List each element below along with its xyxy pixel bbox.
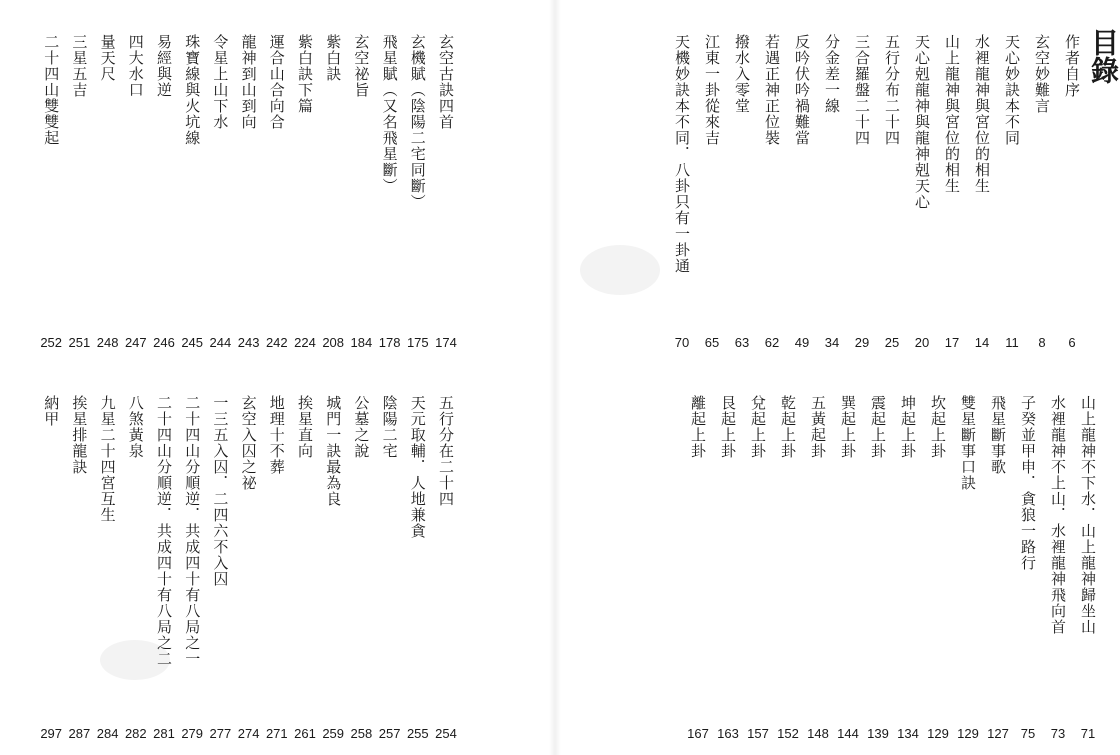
toc-entry-title: 雙星斷事口訣	[959, 395, 977, 491]
toc-entry-title: 兌起上卦	[749, 395, 767, 459]
toc-entry-page-number: 252	[40, 335, 63, 350]
toc-entry-page-number: 297	[40, 726, 63, 741]
toc-entry-page-number: 8	[1038, 335, 1046, 350]
toc-entry-title: 玄空古訣四首	[437, 34, 455, 130]
toc-entry-title: 龍神到山到向	[239, 34, 258, 130]
toc-entry-title: 珠寶線與火坑線	[183, 34, 202, 146]
toc-entry-title: 九星二十四宮互生	[98, 395, 117, 523]
toc-entry-page-number: 287	[68, 726, 91, 741]
toc-entry-page-number: 258	[350, 726, 373, 741]
toc-entry-page-number: 184	[350, 335, 373, 350]
toc-entry-page-number: 243	[237, 335, 260, 350]
toc-entry-page-number: 152	[777, 726, 799, 741]
toc-title: 目錄	[1087, 28, 1120, 84]
toc-entry-page-number: 242	[265, 335, 288, 350]
toc-entry-title: 玄機賦（陰陽二宅同斷）	[408, 34, 427, 210]
toc-entry-page-number: 246	[153, 335, 175, 350]
toc-entry-page-number: 49	[794, 335, 810, 350]
toc-entry-title: 天心剋龍神與龍神剋天心	[913, 34, 931, 210]
toc-entry-page-number: 284	[96, 726, 119, 741]
toc-entry-page-number: 29	[854, 335, 870, 350]
toc-entry-page-number: 167	[687, 726, 709, 741]
toc-entry-title: 分金差一線	[823, 34, 841, 114]
toc-entry-page-number: 208	[322, 335, 345, 350]
toc-entry-page-number: 148	[807, 726, 829, 741]
toc-entry-title: 五行分在二十四	[437, 395, 455, 507]
toc-entry-title: 玄空入囚之祕	[239, 395, 258, 491]
toc-entry-page-number: 17	[944, 335, 960, 350]
toc-entry-title: 挨星直向	[296, 395, 314, 459]
toc-entry-page-number: 20	[914, 335, 930, 350]
toc-entry-title: 坎起上卦	[929, 395, 947, 459]
toc-entry-title: 紫白訣下篇	[296, 34, 314, 114]
toc-entry-title: 子癸並甲申．貪狼一路行	[1019, 395, 1037, 571]
toc-entry-title: 五黃起卦	[809, 395, 827, 459]
toc-entry-title: 乾起上卦	[779, 395, 797, 459]
toc-entry-page-number: 251	[68, 335, 91, 350]
toc-entry-title: 易經與逆	[155, 34, 173, 98]
toc-entry-page-number: 6	[1068, 335, 1076, 350]
toc-entry-page-number: 274	[237, 726, 260, 741]
toc-entry-title: 令星上山下水	[211, 34, 230, 130]
toc-entry-title: 震起上卦	[869, 395, 887, 459]
toc-entry-title: 二十四山分順逆．共成四十有八局之一	[183, 395, 202, 667]
toc-entry-title: 飛星斷事歌	[989, 395, 1007, 475]
toc-entry-title: 作者自序	[1063, 34, 1081, 98]
toc-entry-title: 巽起上卦	[839, 395, 857, 459]
toc-entry-title: 地理十不葬	[267, 395, 286, 475]
toc-entry-title: 水裡龍神與宮位的相生	[973, 34, 991, 194]
toc-entry-page-number: 282	[124, 726, 147, 741]
page-smudge	[580, 245, 660, 295]
toc-entry-title: 紫白訣	[324, 34, 343, 82]
toc-entry-title: 三星五吉	[70, 34, 89, 98]
toc-entry-page-number: 129	[927, 726, 949, 741]
toc-entry-page-number: 14	[974, 335, 990, 350]
toc-entry-page-number: 279	[181, 726, 204, 741]
toc-entry-page-number: 247	[124, 335, 147, 350]
toc-entry-title: 坤起上卦	[899, 395, 917, 459]
toc-entry-page-number: 73	[1050, 726, 1066, 741]
toc-entry-title: 三合羅盤二十四	[853, 34, 871, 146]
toc-entry-page-number: 63	[734, 335, 750, 350]
toc-entry-title: 山上龍神不下水．山上龍神歸坐山	[1079, 395, 1097, 635]
toc-entry-title: 水裡龍神不上山．水裡龍神飛向首	[1049, 395, 1067, 635]
toc-entry-title: 運合山合向合	[267, 34, 286, 130]
toc-entry-page-number: 174	[435, 335, 457, 350]
toc-entry-page-number: 134	[897, 726, 919, 741]
toc-entry-title: 天心妙訣本不同	[1003, 34, 1021, 146]
toc-entry-page-number: 144	[837, 726, 859, 741]
toc-entry-page-number: 11	[1005, 335, 1019, 350]
toc-entry-page-number: 139	[867, 726, 889, 741]
toc-entry-title: 二十四山分順逆．共成四十有八局之二	[155, 395, 173, 667]
toc-entry-page-number: 127	[987, 726, 1009, 741]
toc-entry-title: 玄空妙難言	[1033, 34, 1051, 114]
toc-entry-page-number: 70	[674, 335, 690, 350]
toc-entry-page-number: 244	[209, 335, 232, 350]
toc-entry-page-number: 245	[181, 335, 204, 350]
toc-entry-page-number: 175	[406, 335, 429, 350]
toc-entry-page-number: 259	[322, 726, 345, 741]
toc-entry-title: 艮起上卦	[719, 395, 737, 459]
toc-entry-title: 公墓之說	[352, 395, 371, 459]
toc-entry-title: 城門一訣最為良	[324, 395, 343, 507]
toc-entry-page-number: 224	[294, 335, 316, 350]
toc-entry-page-number: 248	[96, 335, 119, 350]
toc-entry-title: 玄空祕旨	[352, 34, 371, 98]
toc-entry-title: 若遇正神正位裝	[763, 34, 781, 146]
toc-entry-page-number: 281	[153, 726, 175, 741]
toc-entry-page-number: 254	[435, 726, 457, 741]
toc-entry-title: 挨星排龍訣	[70, 395, 89, 475]
toc-entry-title: 天機妙訣本不同．八卦只有一卦通	[673, 34, 691, 274]
toc-entry-title: 江東一卦從來吉	[703, 34, 721, 146]
toc-entry-page-number: 255	[406, 726, 429, 741]
toc-entry-title: 八煞黃泉	[126, 395, 145, 459]
toc-entry-page-number: 34	[824, 335, 840, 350]
toc-entry-title: 二十四山雙雙起	[42, 34, 61, 146]
page-gutter	[549, 0, 561, 755]
toc-entry-page-number: 163	[717, 726, 739, 741]
toc-entry-page-number: 65	[704, 335, 720, 350]
toc-entry-page-number: 157	[747, 726, 769, 741]
toc-entry-title: 飛星賦（又名飛星斷）	[380, 34, 399, 194]
toc-entry-page-number: 261	[294, 726, 316, 741]
toc-entry-title: 五行分布二十四	[883, 34, 901, 146]
toc-entry-title: 反吟伏吟禍難當	[793, 34, 811, 146]
toc-entry-page-number: 257	[378, 726, 401, 741]
toc-entry-title: 陰陽二宅	[380, 395, 399, 459]
toc-entry-page-number: 25	[884, 335, 900, 350]
toc-entry-title: 離起上卦	[689, 395, 707, 459]
toc-entry-title: 量天尺	[98, 34, 117, 82]
toc-entry-page-number: 71	[1080, 726, 1096, 741]
toc-entry-page-number: 271	[265, 726, 288, 741]
toc-entry-title: 山上龍神與宮位的相生	[943, 34, 961, 194]
toc-entry-title: 撥水入零堂	[733, 34, 751, 114]
toc-entry-title: 納甲	[42, 395, 61, 427]
toc-entry-page-number: 277	[209, 726, 232, 741]
toc-entry-page-number: 178	[378, 335, 401, 350]
toc-entry-page-number: 75	[1020, 726, 1036, 741]
toc-entry-title: 一三五入囚．二四六不入囚	[211, 395, 230, 587]
toc-entry-title: 四大水口	[126, 34, 145, 98]
toc-entry-page-number: 129	[957, 726, 979, 741]
toc-entry-page-number: 62	[764, 335, 780, 350]
toc-entry-title: 天元取輔．人地兼貪	[408, 395, 427, 539]
